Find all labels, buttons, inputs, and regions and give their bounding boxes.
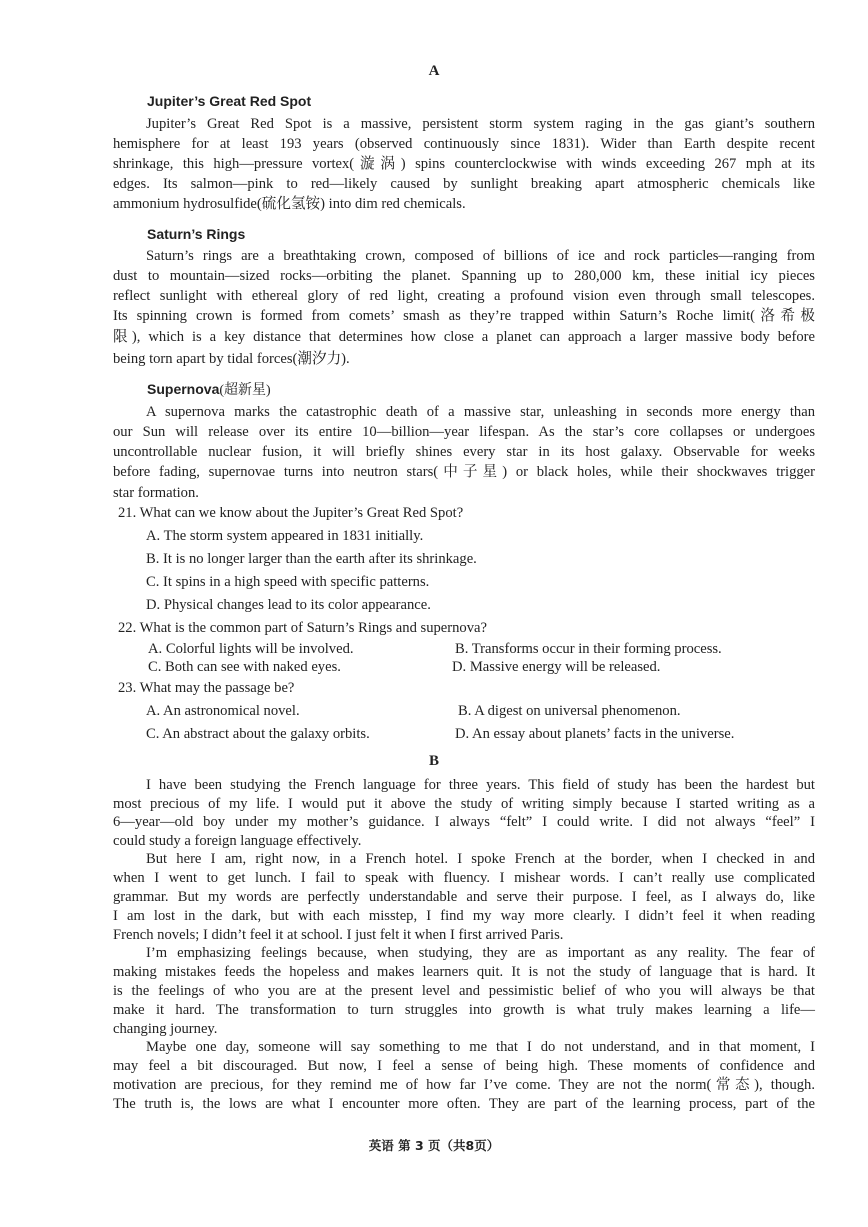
- text-line: make it hard. The transformation to turn struggles into growth is what truly makes learning a life—: [113, 1002, 815, 1018]
- section-b-letter: B: [428, 753, 439, 769]
- heading-text: Supernova: [147, 381, 220, 397]
- article-heading-supernova: [147, 379, 271, 399]
- article-heading-saturn: Saturn’s Rings: [147, 226, 246, 242]
- page-footer: 英语 第 3 页（共8页）: [368, 1138, 500, 1153]
- text-line: hemisphere for at least 193 years (observed continuously since 1831). Wider than Earth despite recent: [113, 136, 815, 152]
- question-23-option-b: B. A digest on universal phenomenon.: [458, 703, 681, 719]
- question-21-option-c: C. It spins in a high speed with specific patterns.: [146, 574, 430, 590]
- question-23-option-c: C. An abstract about the galaxy orbits.: [146, 726, 370, 742]
- text-line: reflect sunlight with ethereal glory of red light, creating a profound vision even through small telescopes.: [113, 288, 815, 304]
- text-line: Jupiter’s Great Red Spot is a massive, persistent storm system raging in the gas giant’s southern: [146, 116, 815, 132]
- text-line: uncontrollable nuclear fusion, it will briefly shines every star in its host galaxy. Observable for weeks: [113, 444, 815, 460]
- section-a-letter: A: [428, 63, 440, 79]
- question-22-option-c: C. Both can see with naked eyes.: [148, 659, 341, 675]
- text-line: Its spinning crown is formed from comets’ smash as they’re trapped within Saturn’s Roche limit(洛希极: [113, 308, 815, 324]
- text-line: Maybe one day, someone will say something to me that I do not understand, and in that moment, I: [146, 1039, 815, 1055]
- question-23-stem: 23. What may the passage be?: [118, 680, 295, 696]
- text-line: may feel a bit discouraged. But now, I feel a sense of being high. These moments of confidence and: [113, 1058, 815, 1074]
- heading-note: (超新星): [219, 383, 271, 398]
- text-line: I am lost in the dark, but with each misstep, I find my way more clearly. I didn’t feel it when reading: [113, 908, 815, 924]
- text-line: grammar. But my words are perfectly understandable and serve their purpose. I feel, as I always do, like: [113, 889, 815, 905]
- question-21-option-b: B. It is no longer larger than the earth after its shrinkage.: [146, 551, 477, 567]
- text-line: Saturn’s rings are a breathtaking crown, composed of billions of ice and rock particles—ranging from: [146, 248, 815, 264]
- text-line: ammonium hydrosulfide(硫化氢铵) into dim red chemicals.: [113, 196, 466, 212]
- text-line: when I went to get lunch. I fail to speak with fluency. I mishear words. I can’t really use complicated: [113, 870, 815, 886]
- question-21-option-a: A. The storm system appeared in 1831 initially.: [146, 528, 424, 544]
- text-line: motivation are precious, for they remind me of how far I’ve come. They are not the norm(常态), though.: [113, 1077, 815, 1093]
- text-line: star formation.: [113, 485, 199, 501]
- text-line: I have been studying the French language for three years. This field of study has been the hardest but: [146, 777, 815, 793]
- text-line: I’m emphasizing feelings because, when studying, they are as important as any reality. The fear of: [146, 945, 815, 961]
- text-line: being torn apart by tidal forces(潮汐力).: [113, 351, 350, 367]
- question-23-option-d: D. An essay about planets’ facts in the universe.: [455, 726, 735, 742]
- text-line: shrinkage, this high—pressure vortex(漩涡) spins counterclockwise with winds exceeding 267 mph at its: [113, 156, 815, 172]
- text-line: A supernova marks the catastrophic death of a massive star, unleashing in seconds more energy than: [146, 404, 815, 420]
- text-line: The truth is, the lows are what I encounter more often. They are part of the learning process, part of the: [113, 1096, 815, 1112]
- article-heading-jupiter: Jupiter’s Great Red Spot: [147, 93, 312, 109]
- text-line: before fading, supernovae turns into neutron stars(中子星) or black holes, while their shockwaves trigger: [113, 464, 815, 480]
- text-line: changing journey.: [113, 1021, 218, 1037]
- text-line: But here I am, right now, in a French hotel. I spoke French at the border, when I checked in and: [146, 851, 815, 867]
- question-21-option-d: D. Physical changes lead to its color appearance.: [146, 597, 431, 613]
- text-line: making mistakes feeds the hopeless and makes learners quit. It is not the study of language that is hard. It: [113, 964, 815, 980]
- question-22-option-b: B. Transforms occur in their forming process.: [455, 641, 722, 657]
- question-22-option-a: A. Colorful lights will be involved.: [148, 641, 354, 657]
- text-line: is the feelings of who you are at the present level and pessimistic belief of who you will always be that: [113, 983, 815, 999]
- text-line: most precious of my life. I would put it above the study of writing simply because I started writing as a: [113, 795, 815, 812]
- question-22-option-d: D. Massive energy will be released.: [452, 659, 661, 675]
- text-line: French novels; I didn’t feel it at school. I just felt it when I first arrived Paris.: [113, 927, 564, 943]
- text-line: our Sun will release over its entire 10—billion—year lifespan. As the star’s core collapses or undergoes: [113, 424, 815, 440]
- question-22-stem: 22. What is the common part of Saturn’s Rings and supernova?: [118, 620, 487, 636]
- question-21-stem: 21. What can we know about the Jupiter’s Great Red Spot?: [118, 505, 464, 521]
- question-23-option-a: A. An astronomical novel.: [146, 703, 300, 719]
- text-line: 限), which is a key distance that determines how close a planet can approach a larger massive body before: [113, 329, 815, 345]
- text-line: could study a foreign language effectively.: [113, 832, 362, 849]
- text-line: edges. Its salmon—pink to red—likely caused by sunlight breaking apart atmospheric chemicals like: [113, 176, 815, 192]
- text-line: 6—year—old boy under my mother’s guidance. I always “felt” I could write. I did not always “feel” I: [113, 814, 815, 830]
- text-line: dust to mountain—sized rocks—orbiting the planet. Spanning up to 280,000 km, these initial icy pieces: [113, 268, 815, 284]
